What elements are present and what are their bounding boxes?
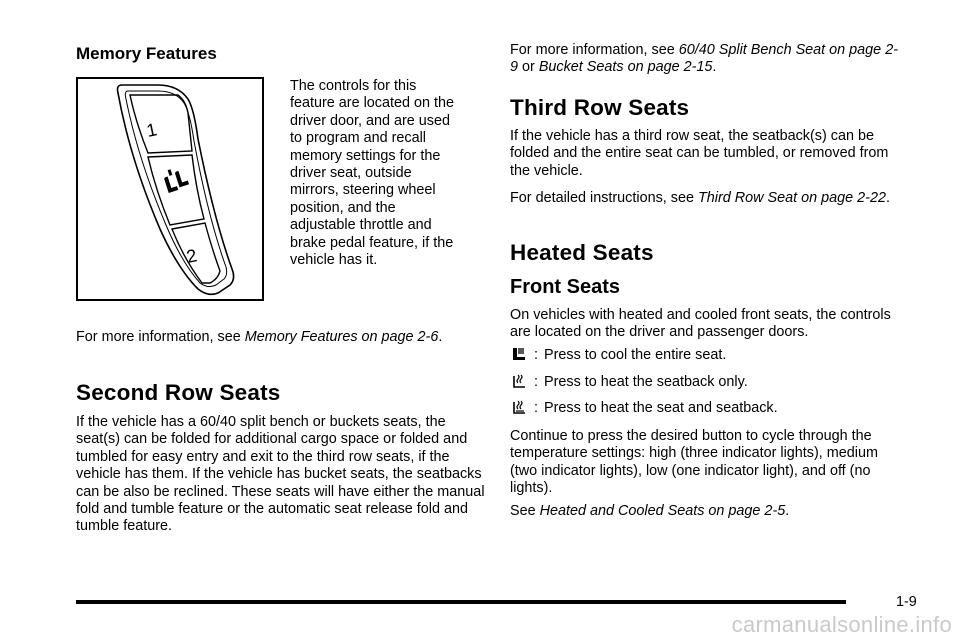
second-row-seats-heading: Second Row Seats [76,380,281,405]
heated-seatback-text: Press to heat the seatback only. [544,374,748,390]
memory-buttons-figure [76,77,264,301]
heated-seat-row [510,399,778,417]
front-seats-text: On vehicles with heated and cooled front seats, the controls are located on the driver and passenger doors. [510,307,891,341]
footer-rule [76,600,846,604]
memory-features-description: The controls for this feature are located on the driver door, and are used to program and recall memory settings for the driver seat, outside mirrors, steering wheel position, and the adjustable throttle and brake pedal feature, if the vehicle has it. [290,78,455,269]
split-bench-seat-link[interactable]: 60/40 Split Bench Seat on page 2-9 [510,42,898,76]
ref-mid: or [518,59,539,76]
page-number: 1-9 [896,594,917,610]
cooled-seat-text: Press to cool the entire seat. [544,347,727,363]
ref-prefix: For detailed instructions, see [510,190,698,206]
ref-suffix: . [785,503,790,519]
icon-separator: : [534,374,538,390]
third-row-seats-text: If the vehicle has a third row seat, the seatback(s) can be folded and the entire seat can be tumbled, or removed from the vehicle. [510,128,889,179]
memory-features-link[interactable]: Memory Features on page 2-6 [244,329,439,345]
memory-buttons-illustration [78,79,262,299]
memory-features-heading: Memory Features [76,44,217,63]
front-seats-heading: Front Seats [510,276,621,298]
bucket-seats-link[interactable]: Bucket Seats on page 2-15 [538,59,713,76]
ref-prefix: For more information, see [510,42,679,58]
heated-seat-icon [510,399,528,417]
heated-cooled-seats-link[interactable]: Heated and Cooled Seats on page 2-5 [539,503,786,519]
memory-set-icon [162,165,190,193]
heated-seatback-icon [510,373,528,391]
ref-suffix: . [438,329,443,345]
heated-seatback-row [510,373,748,391]
heated-seats-heading: Heated Seats [510,240,654,265]
heated-seat-text: Press to heat the seat and seatback. [544,400,778,416]
memory-button-2-label: 2 [184,245,199,267]
icon-separator: : [534,400,538,416]
third-row-seats-heading: Third Row Seats [510,95,690,120]
ref-prefix: For more information, see [76,329,245,345]
cooled-seat-row [510,346,726,364]
icon-separator: : [534,347,538,363]
heated-cooled-reference [510,503,900,520]
memory-features-reference [76,329,446,346]
third-row-seat-link[interactable]: Third Row Seat on page 2-22 [697,190,886,206]
second-row-seats-text: If the vehicle has a 60/40 split bench or buckets seats, the seat(s) can be folded for additional cargo space or folded and tumbled for easy entry and exit to the third row seats, if the vehicle has them. If the vehicle has bucket seats, the seatbacks can be also be reclined. These seats will have either the manual fold and tumble feature or the automatic seat release fold and tumble feature. [76,414,485,535]
memory-button-1-label: 1 [144,119,159,141]
seat-reference [510,42,900,77]
cycle-settings-text: Continue to press the desired button to cycle through the temperature settings: high (three indicator lights), medium (two indicator lights), low (one indicator light), and off (no lights). [510,428,878,497]
ref-suffix: . [712,59,717,76]
ref-suffix: . [885,190,890,206]
watermark: carmanualsonline.info [731,612,952,637]
ref-prefix: See [510,503,540,519]
third-row-seats-reference [510,190,890,207]
cooled-seat-icon [510,346,528,364]
